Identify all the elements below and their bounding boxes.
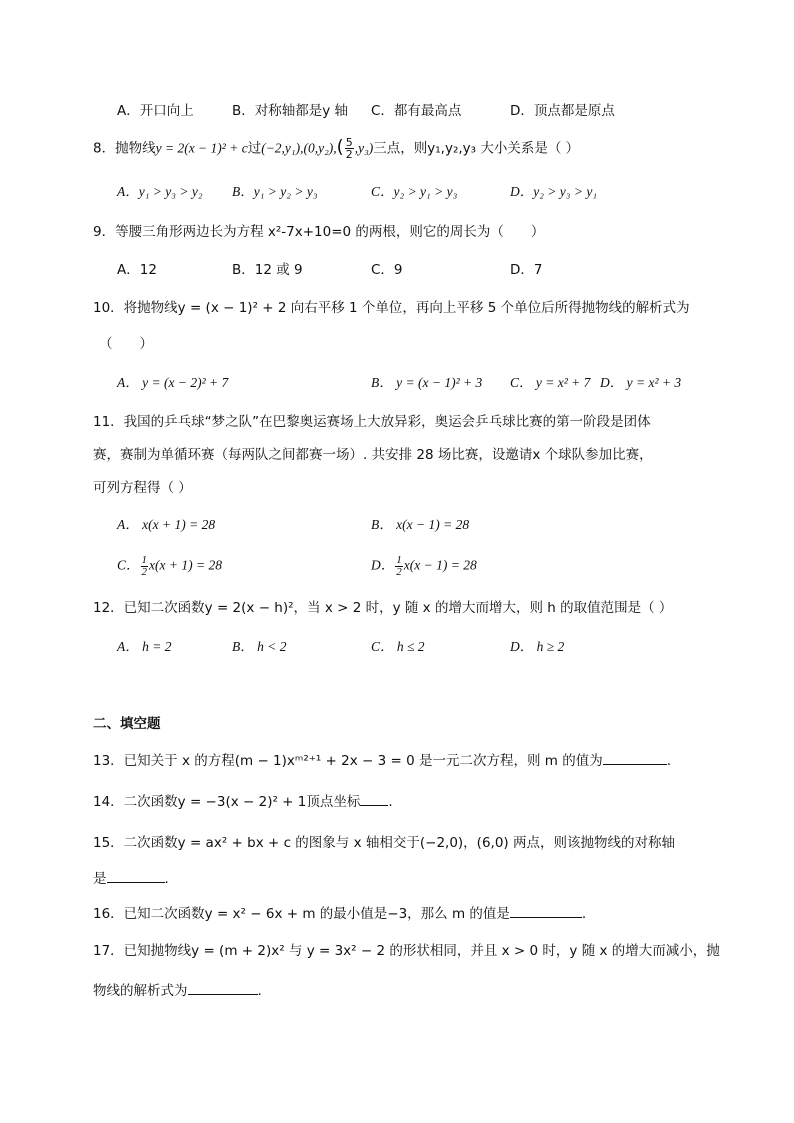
q14-line	[93, 791, 393, 812]
q12-stem: 12．已知二次函数y = 2(x − h)²，当 x > 2 时，y 随 x 的增大而增大，则 h 的取值范围是（ ）	[93, 600, 673, 616]
q8-fraction	[345, 137, 354, 160]
q11-option-c-label: C．	[117, 557, 140, 573]
q9-option-c: C．9	[371, 262, 403, 278]
q9-option-a: A．12	[117, 262, 157, 278]
q7-option-c: C．都有最高点	[371, 103, 462, 119]
q15-line2-prefix: 是	[93, 871, 107, 887]
q11-option-d-label: D．	[371, 557, 395, 573]
q17-line2-prefix: 物线的解析式为	[93, 983, 188, 999]
q7-option-a: A．开口向上	[117, 103, 194, 119]
q11-option-d-tail: x(x − 1) = 28	[403, 557, 477, 573]
q10-option-b: B． y = (x − 1)² + 3	[371, 375, 483, 390]
q15-answer-blank[interactable]	[107, 868, 165, 883]
q8-frac-num: 5	[345, 136, 353, 149]
q17-line2	[93, 980, 262, 1001]
q8-option-a: A．y₁ > y₃ > y₂	[117, 184, 203, 199]
q12-option-a: A． h = 2	[117, 639, 172, 654]
q16-prefix: 16．已知二次函数y = x² − 6x + m 的最小值是−3，那么 m 的值是	[93, 906, 510, 922]
q9-option-b: B．12 或 9	[232, 262, 303, 278]
q17-answer-blank[interactable]	[188, 980, 258, 995]
q14-suffix: .	[388, 794, 393, 810]
q14-answer-blank[interactable]	[360, 791, 388, 806]
q11-option-c-fraction	[141, 555, 149, 578]
q11-option-c-tail: x(x + 1) = 28	[149, 557, 222, 573]
q16-answer-blank[interactable]	[510, 903, 582, 918]
q13-suffix: .	[666, 753, 672, 769]
q8-stem-mid: 过	[247, 140, 262, 157]
q10-stem-line2: （ ）	[99, 336, 153, 352]
q11-c-frac-num: 1	[141, 554, 148, 566]
q11-c-frac-den: 2	[141, 566, 148, 578]
q11-stem-line2: 赛，赛制为单循环赛（每两队之间都赛一场）. 共安排 28 场比赛，设邀请x 个球队参加比赛，	[93, 447, 653, 463]
section-title-fill-in: 二、填空题	[93, 716, 161, 732]
q8-stem-expr: y = 2(x − 1)² + c	[155, 140, 248, 156]
q7-option-d: D．顶点都是原点	[510, 103, 615, 119]
q12-option-c: C． h ≤ 2	[371, 639, 425, 654]
q9-stem: 9．等腰三角形两边长为方程 x²-7x+10=0 的两根，则它的周长为（ ）	[93, 224, 545, 240]
q7-option-b: B．对称轴都是y 轴	[232, 103, 349, 119]
q13-prefix: 13．已知关于 x 的方程(m − 1)xᵐ²⁺¹ + 2x − 3 = 0 是一元二次方程，则 m 的值为	[93, 753, 603, 769]
q8-frac-den: 2	[345, 148, 353, 161]
q8-stem: 8．抛物线y = 2(x − 1)² + c过(−2,y₁),(0,y₂),( $\frac{5}{2}$ ,y₃)三点，则y₁,y₂,y₃ 大小关系是（ ）	[93, 136, 580, 161]
q10-option-c: C． y = x² + 7	[510, 375, 591, 390]
q10-option-d: D． y = x² + 3	[600, 375, 682, 390]
q8-stem-suffix: 三点，则y₁,y₂,y₃ 大小关系是（ ）	[373, 140, 580, 157]
q15-line1: 15．二次函数y = ax² + bx + c 的图象与 x 轴相交于(−2,0)，(6,0) 两点，则该抛物线的对称轴	[93, 835, 675, 851]
q12-option-b: B． h < 2	[232, 639, 287, 654]
q13-answer-blank[interactable]	[603, 750, 667, 765]
q14-prefix: 14．二次函数y = −3(x − 2)² + 1顶点坐标	[93, 794, 361, 810]
q10-option-a: A． y = (x − 2)² + 7	[117, 375, 229, 390]
q8-stem-prefix: 8．抛物线	[93, 140, 156, 157]
q17-suffix: .	[257, 983, 262, 999]
q16-line	[93, 903, 586, 924]
q11-stem-line1: 11．我国的乒乓球“梦之队”在巴黎奥运赛场上大放异彩，奥运会乒乓球比赛的第一阶段是团体	[93, 414, 651, 430]
q11-option-b: B． x(x − 1) = 28	[371, 517, 470, 532]
q15-line2	[93, 868, 169, 889]
q10-stem-line1: 10．将抛物线y = (x − 1)² + 2 向右平移 1 个单位，再向上平移 5 个单位后所得抛物线的解析式为	[93, 300, 690, 316]
q11-option-a: A． x(x + 1) = 28	[117, 517, 216, 532]
q17-line1: 17．已知抛物线y = (m + 2)x² 与 y = 3x² − 2 的形状相同，并且 x > 0 时，y 随 x 的增大而减小，抛	[93, 943, 720, 959]
q15-suffix: .	[164, 871, 169, 887]
q11-option-c	[117, 555, 222, 578]
q13-line	[93, 750, 671, 771]
q8-point3-tail: ,y₃)	[354, 140, 374, 156]
q9-option-d: D．7	[510, 262, 543, 278]
q16-suffix: .	[581, 906, 587, 922]
q11-d-frac-num: 1	[396, 554, 402, 566]
q12-option-d: D． h ≥ 2	[510, 639, 565, 654]
q8-option-b: B．y₁ > y₂ > y₃	[232, 184, 318, 199]
q8-option-c: C．y₂ > y₁ > y₃	[371, 184, 458, 199]
q11-option-d	[371, 555, 477, 578]
q8-option-d: D．y₂ > y₃ > y₁	[510, 184, 598, 199]
q11-option-d-fraction	[395, 555, 403, 578]
q11-d-frac-den: 2	[396, 566, 402, 578]
q8-stem-points: (−2,y₁),(0,y₂),	[261, 140, 337, 156]
q11-stem-line3: 可列方程得（ ）	[93, 480, 192, 496]
